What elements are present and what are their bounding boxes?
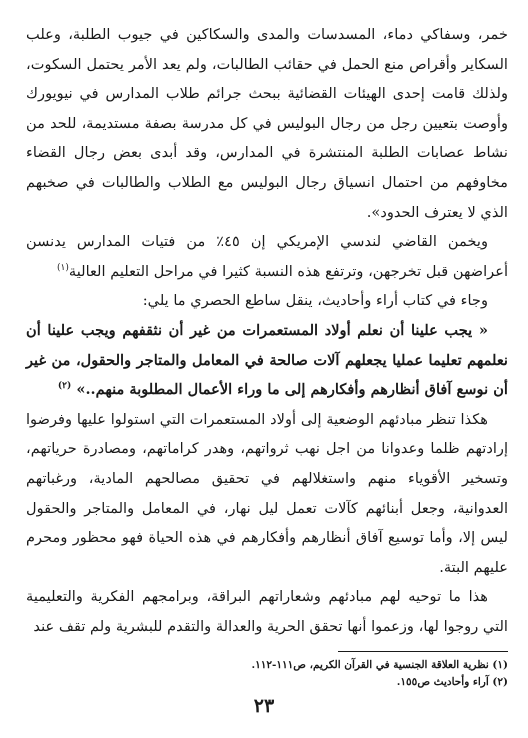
footnote-marker: (٢) — [57, 381, 72, 392]
paragraph-text: هكذا تنظر مبادئهم الوضعية إلى أولاد المستعمرات التي استولوا عليها وفرضوا إرادتهم ظلما وعدوانا من اجل نهب ثرواتهم، وهدر كراماتهم، ومصادرة حرياتهم، وتسخير الأقوياء منهم واستغلالهم في تحقيق مصالحهم المادية، ورغباتهم العدوانية، وجعل أبنائهم كآلات تعمل ليل نهار، في المعامل والمتاجر والحقول ليس إلا، وأما توسيع آفاق أنظارهم وأفكارهم في هذه الحياة فهو محظور ومحرم عليهم البتة. — [26, 410, 508, 576]
footnote-2: (٢) آراء وأحاديث ص١٥٥. — [396, 676, 508, 688]
footnote-1: (١) نظرية العلاقة الجنسية في القرآن الكريم، ص١١١-١١٢. — [251, 659, 508, 671]
page-number: ٢٣ — [253, 695, 275, 717]
paragraph-text: وجاء في كتاب أراء وأحاديث، ينقل ساطع الحصري ما يلي: — [142, 292, 488, 310]
page-body — [26, 20, 508, 641]
footnote-divider — [338, 651, 508, 652]
paragraph-principles — [26, 582, 508, 641]
footnotes — [38, 657, 508, 691]
paragraph-husri-intro — [26, 286, 508, 316]
quote-text: « يجب علينا أن نعلم أولاد المستعمرات من غير أن نثقفهم ويجب علينا أن نعلمهم تعليما عمليا يجعلهم آلات صالحة في المعامل والمتاجر والحقول، من غير أن نوسع آفاق أنظارهم وأفكارهم إلى ما وراء الأعمال المطلوبة منهم..» — [26, 321, 508, 399]
paragraph-text: هذا ما توحيه لهم مبادئهم وشعاراتهم البراقة، وبرامجهم الفكرية والتعليمية التي روجوا لها، وزعموا أنها تحقق الحرية والعدالة والتقدم للبشرية ولم تقف عند — [26, 588, 508, 635]
paragraph-text: خمر، وسفاكي دماء، المسدسات والمدى والسكاكين في جيوب الطلبة، وعلب السكاير وأقراص منع الحمل في حقائب الطالبات، ولم يعد الأمر يحتمل السكوت، ولذلك قامت إحدى الهيئات القضائية ببحث جرائم طلاب المدارس في نيويورك وأوصت بتعيين رجل من رجال البوليس في كل مدرسة بصفة مستديمة، للحد من نشاط عصابات الطلبة المنتشرة في المدارس، وقد أبدى بعض رجال القضاء مخاوفهم من احتمال انسياق رجال البوليس مع الطلاب والطالبات في صخبهم الذي لا يعترف الحدود». — [26, 26, 508, 221]
block-quote — [26, 316, 508, 405]
paragraph-colonies — [26, 405, 508, 583]
paragraph-text: ويخمن القاضي لندسي الإمريكي إن ٤٥٪ من فتيات المدارس يدنسن أعراضهن قبل تخرجهن، وترتفع هذه النسبة كثيرا في مراحل التعليم العالية — [26, 233, 508, 280]
footnote-marker: (١) — [57, 262, 69, 273]
paragraph-lindsey — [26, 227, 508, 286]
paragraph-continuation — [26, 20, 508, 227]
